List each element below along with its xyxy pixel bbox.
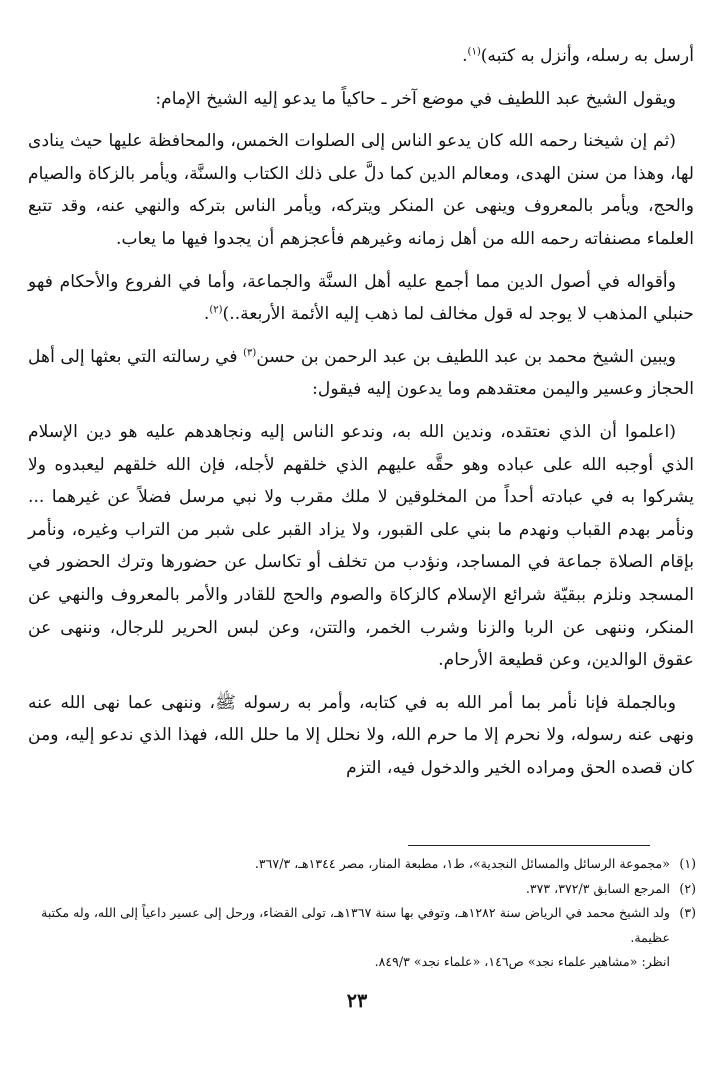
- paragraph-tail: في رسالته التي بعثها إلى أهل الحجاز وعسير واليمن معتقدهم وما يدعون إليه فيقول:: [28, 346, 694, 400]
- footnote-divider: [408, 845, 650, 846]
- footnote-reference[interactable]: (١): [467, 46, 481, 58]
- footnote-number: (١): [679, 856, 696, 871]
- footnote-item: [40, 901, 696, 950]
- footnote-text: «مجموعة الرسائل والمسائل النجدية»، ط١، مطبعة المنار، مصر ١٣٤٤هـ، ٣٦٧/٣.: [254, 856, 670, 871]
- footnote-number: (٢): [679, 880, 696, 896]
- footnote-number: (٣): [679, 905, 696, 920]
- paragraph-p6: [28, 416, 694, 677]
- page-body: [28, 40, 694, 794]
- footnote-item: [40, 852, 696, 877]
- footnote-text: المرجع السابق ٣٧٢/٣، ٣٧٣.: [525, 880, 670, 896]
- paragraph-text: وأقواله في أصول الدين مما أجمع عليه أهل السنَّة والجماعة، وأما في الفروع والأحكام فهو حنبلي المذهب لا يوجد له قول مخالف لما ذهب إليه الأئمة الأربعة..): [28, 271, 694, 325]
- paragraph-p7: [28, 687, 694, 785]
- paragraph-text: ويقول الشيخ عبد اللطيف في موضع آخر ـ حاكياً ما يدعو إليه الشيخ الإمام:: [155, 88, 676, 109]
- paragraph-text: (اعلموا أن الذي نعتقده، وندين الله به، وندعو الناس إليه ونجاهدهم عليه هو دين الإسلام الذي أوجبه الله على عباده وهو حقَّه عليهم الذي خلقهم لأجله، فإن الله خلقهم ليعبدوه ولا يشركوا به في عبادته أحداً من المخلوقين لا ملك مقرب ولا نبي مرسل فضلاً عن غيرهما ... ونأمر بهدم القباب ونهدم ما بني على القبور، ولا يزاد القبر على شبر من التراب وغيره، ونأمر بإقام الصلاة جماعة في المساجد، ونؤدب من تخلف أو تكاسل عن حضورها وترك الحضور في المسجد ونلزم ببقيّة شرائع الإسلام كالزكاة والصوم والحج للقادر والأمر بالمعروف والنهي عن المنكر، وننهى عن الربا والزنا وشرب الخمر، والتتن، وعن لبس الحرير للرجال، وننهى عن عقوق الوالدين، وعن قطيعة الأرحام.: [28, 421, 694, 671]
- paragraph-text: أرسل به رسله، وأنزل به كتبه): [480, 46, 694, 66]
- footnote-text: ولد الشيخ محمد في الرياض سنة ١٢٨٢هـ، وتوفي بها سنة ١٣٦٧هـ، تولى القضاء، ورحل إلى عسير داعياً إلى الله، وله مكتبة عظيمة.: [41, 905, 670, 945]
- paragraph-p3: [28, 125, 694, 255]
- paragraph-p1: [28, 40, 694, 73]
- footnote-continuation: انظر: «مشاهير علماء نجد» ص١٤٦، «علماء نجد» ٨٤٩/٣.: [374, 954, 670, 969]
- footnote-reference[interactable]: (٢): [209, 304, 223, 316]
- paragraph-p2: [28, 83, 694, 116]
- paragraph-text: ويبين الشيخ محمد بن عبد اللطيف بن عبد الرحمن بن حسن: [256, 346, 676, 367]
- paragraph-text: (ثم إن شيخنا رحمه الله كان يدعو الناس إلى الصلوات الخمس، والمحافظة عليها حيث ينادى لها، وهذا من سنن الهدى، ومعالم الدين كما دلَّ على ذلك الكتاب والسنَّة، ويأمر بالزكاة والصيام والحج، ويأمر بالمعروف وينهى عن المنكر ويتركه، ويأمر الناس بتركه والنهي عنه، وقد تتبع العلماء مصنفاته رحمه الله من أهل زمانه وغيرهم فأعجزهم أن يجدوا فيها ما يعاب.: [28, 131, 694, 249]
- paragraph-p4: [28, 266, 694, 331]
- paragraph-p5: [28, 341, 694, 406]
- paragraph-text: وبالجملة فإنا نأمر بما أمر الله به في كتابه، وأمر به رسوله ﷺ، وننهى عما نهى الله عنه ونهى عنه رسوله، ولا نحرم إلا ما حرم الله، ولا نحلل إلا ما حلل الله، فهذا الذي ندعو إليه، ومن كان قصده الحق ومراده الخير والدخول فيه، التزم: [28, 692, 694, 778]
- page-number: ٢٣: [346, 990, 368, 1012]
- footnotes: [40, 852, 696, 975]
- footnote-reference[interactable]: (٣): [243, 347, 257, 359]
- paragraph-tail: .: [462, 46, 468, 66]
- footnote-item: [40, 877, 696, 902]
- paragraph-tail: .: [203, 304, 210, 325]
